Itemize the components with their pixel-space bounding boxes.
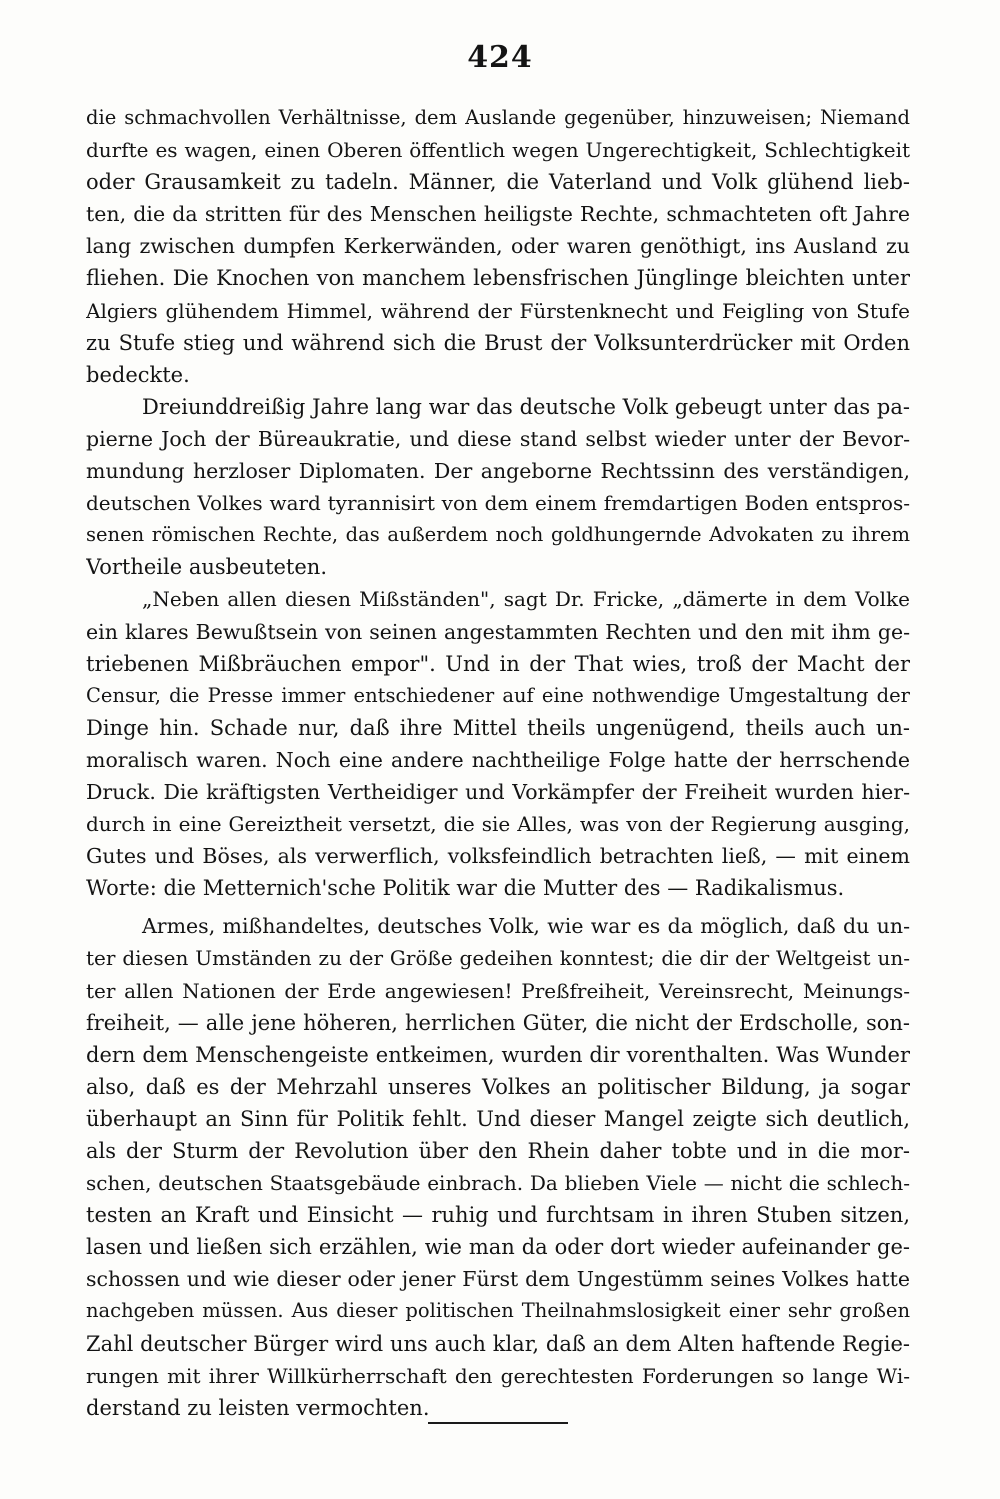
text-line: senen römischen Rechte, das außerdem noch goldhungernde Advokaten zu ihrem	[86, 523, 910, 547]
paragraph	[86, 583, 910, 904]
text-line: Vortheile ausbeuteten.	[86, 555, 327, 580]
closing-rule	[428, 1422, 568, 1424]
text-line: ter allen Nationen der Erde angewiesen! Preßfreiheit, Vereinsrecht, Meinungs-	[86, 978, 910, 1003]
text-line: schossen und wie dieser oder jener Fürst dem Ungestümm seines Volkes hatte	[86, 1267, 910, 1292]
text-line: bedeckte.	[86, 362, 190, 387]
text-line: Armes, mißhandeltes, deutsches Volk, wie war es da möglich, daß du un-	[142, 914, 910, 939]
text-line: durch in eine Gereiztheit versetzt, die sie Alles, was von der Regierung ausging,	[86, 812, 910, 837]
text-line: also, daß es der Mehrzahl unseres Volkes an politischer Bildung, ja sogar	[86, 1074, 910, 1099]
text-line: die schmachvollen Verhältnisse, dem Auslande gegenüber, hinzuweisen; Niemand	[86, 106, 910, 129]
text-line: oder Grausamkeit zu tadeln. Männer, die Vaterland und Volk glühend lieb-	[86, 170, 910, 195]
text-line: Druck. Die kräftigsten Vertheidiger und Vorkämpfer der Freiheit wurden hier-	[86, 779, 910, 804]
text-line: Zahl deutscher Bürger wird uns auch klar, daß an dem Alten haftende Regie-	[86, 1331, 910, 1356]
text-line: „Neben allen diesen Mißständen", sagt Dr. Fricke, „dämerte in dem Volke	[142, 587, 910, 612]
text-line: deutschen Volkes ward tyrannisirt von dem einem fremdartigen Boden entspros-	[86, 491, 910, 516]
text-line: nachgeben müssen. Aus dieser politischen Theilnahmslosigkeit einer sehr großen	[86, 1299, 910, 1323]
text-line: schen, deutschen Staatsgebäude einbrach. Da blieben Viele — nicht die schlech-	[86, 1171, 910, 1196]
text-line: freiheit, — alle jene höheren, herrlichen Güter, die nicht der Erdscholle, son-	[86, 1010, 910, 1035]
paragraph	[86, 102, 910, 391]
text-line: ter diesen Umständen zu der Größe gedeihen konntest; die dir der Weltgeist un-	[86, 946, 910, 971]
text-line: zu Stufe stieg und während sich die Brust der Volksunterdrücker mit Orden	[86, 330, 910, 355]
text-line: lang zwischen dumpfen Kerkerwänden, oder waren genöthigt, ins Ausland zu	[86, 234, 910, 259]
text-line: Dinge hin. Schade nur, daß ihre Mittel theils ungenügend, theils auch un-	[86, 715, 910, 740]
text-line: Algiers glühendem Himmel, während der Fürstenknecht und Feigling von Stufe	[86, 298, 910, 323]
text-line: testen an Kraft und Einsicht — ruhig und furchtsam in ihren Stuben sitzen,	[86, 1203, 910, 1228]
text-line: pierne Joch der Büreaukratie, und diese stand selbst wieder unter der Bevor-	[86, 426, 910, 451]
text-line: rungen mit ihrer Willkürherrschaft den gerechtesten Forderungen so lange Wi-	[86, 1363, 910, 1388]
text-line: Dreiunddreißig Jahre lang war das deutsche Volk gebeugt unter das pa-	[142, 394, 910, 419]
text-line: ein klares Bewußtsein von seinen angestammten Rechten und den mit ihm ge-	[86, 619, 910, 644]
text-line: moralisch waren. Noch eine andere nachtheilige Folge hatte der herrschende	[86, 747, 910, 772]
text-line: derstand zu leisten vermochten.	[86, 1395, 430, 1420]
text-line: triebenen Mißbräuchen empor". Und in der That wies, troß der Macht der	[86, 651, 910, 676]
text-line: durfte es wagen, einen Oberen öffentlich wegen Ungerechtigkeit, Schlechtigkeit	[86, 138, 910, 163]
text-line: Worte: die Metternich'sche Politik war die Mutter des — Radikalismus.	[86, 876, 845, 901]
page-number: 424	[467, 40, 533, 75]
text-line: überhaupt an Sinn für Politik fehlt. Und dieser Mangel zeigte sich deutlich,	[86, 1106, 910, 1131]
text-line: mundung herzloser Diplomaten. Der angeborne Rechtssinn des verständigen,	[86, 459, 910, 484]
text-line: dern dem Menschengeiste entkeimen, wurden dir vorenthalten. Was Wunder	[86, 1042, 910, 1067]
text-line: Censur, die Presse immer entschiedener auf eine nothwendige Umgestaltung der	[86, 683, 910, 707]
text-line: Gutes und Böses, als verwerflich, volksfeindlich betrachten ließ, — mit einem	[86, 844, 910, 869]
text-line: ten, die da stritten für des Menschen heiligste Rechte, schmachteten oft Jahre	[86, 202, 910, 227]
paragraph	[86, 391, 910, 584]
body-text	[86, 102, 910, 1424]
text-line: als der Sturm der Revolution über den Rhein daher tobte und in die mor-	[86, 1139, 910, 1163]
paragraph	[86, 910, 910, 1424]
text-line: fliehen. Die Knochen von manchem lebensfrischen Jünglinge bleichten unter	[86, 266, 910, 291]
text-line: lasen und ließen sich erzählen, wie man da oder dort wieder aufeinander ge-	[86, 1235, 910, 1260]
